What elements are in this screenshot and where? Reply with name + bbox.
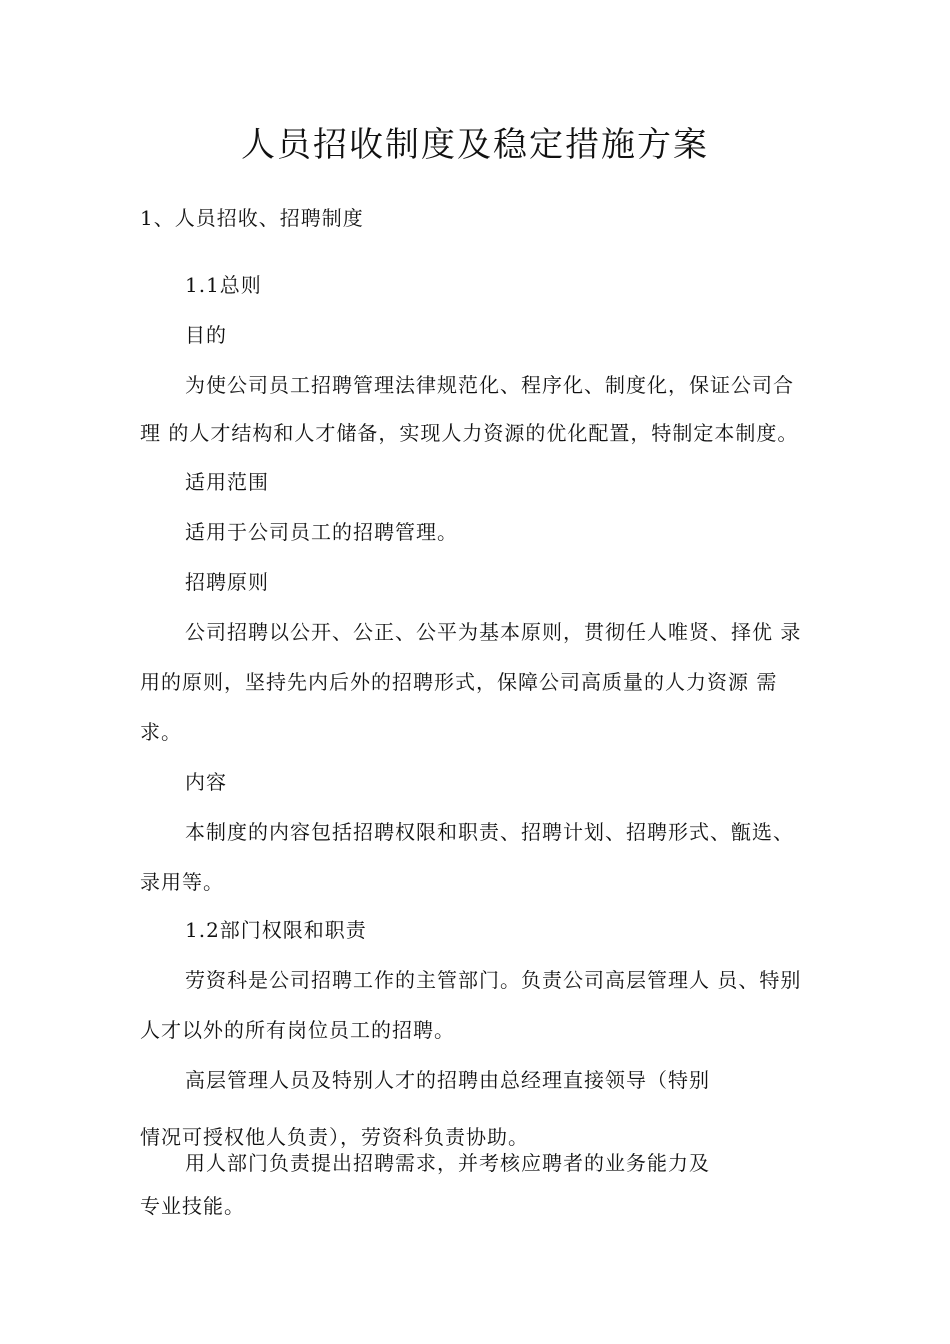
paragraph-content-line-1: 本制度的内容包括招聘权限和职责、招聘计划、招聘形式、甑选、 (185, 820, 794, 844)
section-heading-1: 1、人员招收、招聘制度 (140, 206, 364, 230)
paragraph-senior-line-1: 高层管理人员及特别人才的招聘由总经理直接领导（特别 (185, 1068, 710, 1092)
paragraph-dept-line-2: 专业技能。 (140, 1194, 245, 1218)
paragraph-purpose-line-1: 为使公司员工招聘管理法律规范化、程序化、制度化，保证公司合 (185, 373, 794, 397)
heading-scope: 适用范围 (185, 470, 269, 494)
document-title: 人员招收制度及稳定措施方案 (241, 125, 709, 165)
paragraph-principles-line-2: 用的原则，坚持先内后外的招聘形式，保障公司高质量的人力资源 需 (140, 670, 778, 694)
subsection-heading-1-2: 1.2部门权限和职责 (185, 918, 367, 942)
paragraph-principles-line-3: 求。 (140, 720, 182, 744)
heading-purpose: 目的 (185, 323, 227, 347)
paragraph-scope: 适用于公司员工的招聘管理。 (185, 520, 458, 544)
paragraph-principles-line-1: 公司招聘以公开、公正、公平为基本原则，贯彻任人唯贤、择优 录 (185, 620, 802, 644)
paragraph-content-line-2: 录用等。 (140, 870, 224, 894)
heading-content: 内容 (185, 770, 227, 794)
paragraph-purpose-line-2: 理 的人才结构和人才储备，实现人力资源的优化配置，特制定本制度。 (140, 421, 799, 445)
subsection-heading-1-1: 1.1总则 (185, 273, 262, 297)
paragraph-senior-line-2: 情况可授权他人负责），劳资科负责协助。 (140, 1125, 529, 1149)
paragraph-dept-line-1: 用人部门负责提出招聘需求，并考核应聘者的业务能力及 (185, 1151, 710, 1175)
paragraph-hr-line-2: 人才以外的所有岗位员工的招聘。 (140, 1018, 455, 1042)
paragraph-hr-line-1: 劳资科是公司招聘工作的主管部门。负责公司高层管理人 员、特别 (185, 968, 802, 992)
heading-principles: 招聘原则 (185, 570, 269, 594)
